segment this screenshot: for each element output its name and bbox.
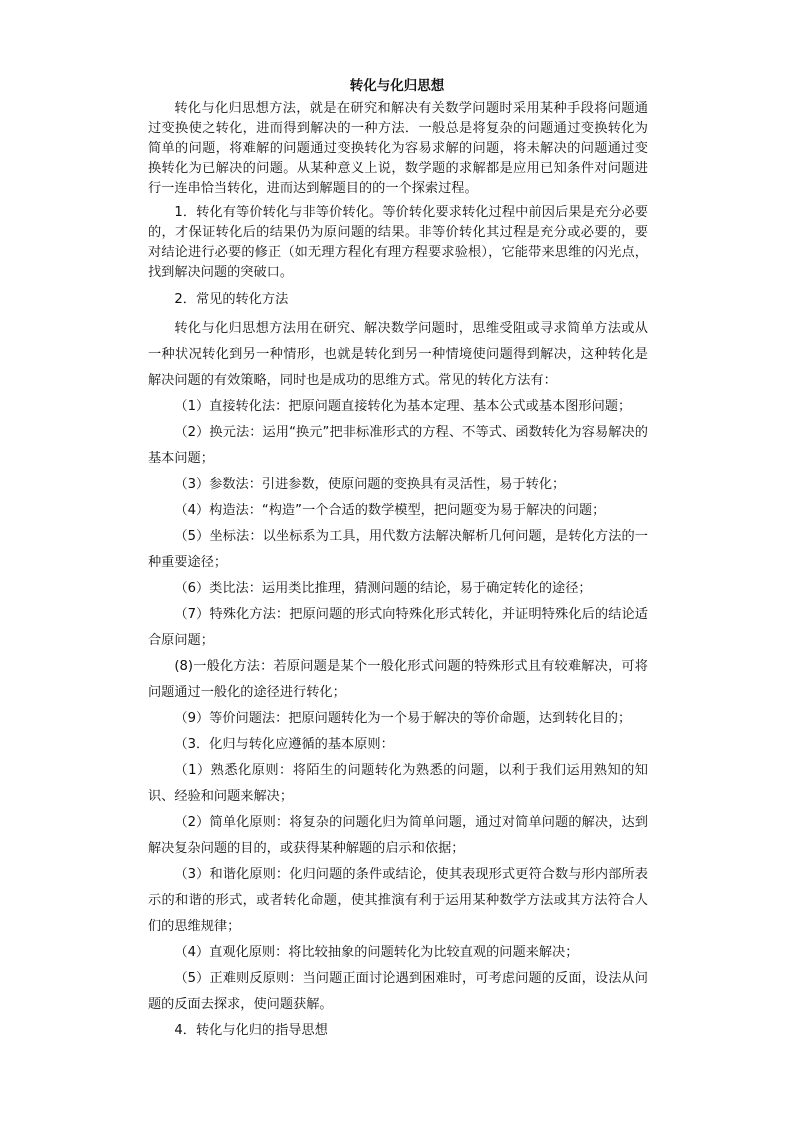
main-block bbox=[148, 287, 648, 1044]
principle-item: （2）简单化原则：将复杂的问题化归为简单问题，通过对简单问题的解决，达到解决复杂问题的目的，或获得某种解题的启示和依据； bbox=[148, 815, 648, 856]
intro-block bbox=[148, 99, 648, 199]
method-item: （6）类比法：运用类比推理，猜测问题的结论，易于确定转化的途径； bbox=[174, 581, 592, 596]
method-item: （2）换元法：运用“换元”把非标准形式的方程、不等式、函数转化为容易解决的基本问题； bbox=[148, 425, 648, 466]
method-item: （1）直接转化法：把原问题直接转化为基本定理、基本公式或基本图形问题； bbox=[174, 399, 632, 414]
principle-item: （5）正难则反原则：当问题正面讨论遇到困难时，可考虑问题的反面，设法从问题的反面去探求，使问题获解。 bbox=[148, 971, 648, 1012]
method-item: （4）构造法：“构造”一个合适的数学模型，把问题变为易于解决的问题； bbox=[174, 503, 606, 518]
document-title: 转化与化归思想 bbox=[349, 78, 445, 94]
section3-heading: （3．化归与转化应遵循的基本原则： bbox=[174, 737, 394, 752]
method-item: （5）坐标法：以坐标系为工具，用代数方法解决解析几何问题，是转化方法的一种重要途径； bbox=[148, 529, 648, 570]
method-item: （7）特殊化方法：把原问题的形式向特殊化形式转化，并证明特殊化后的结论适合原问题； bbox=[148, 607, 648, 648]
section2-heading: 2．常见的转化方法 bbox=[174, 292, 289, 307]
section1-block bbox=[148, 203, 648, 283]
principle-item: （3）和谐化原则：化归问题的条件或结论，使其表现形式更符合数与形内部所表示的和谐的形式，或者转化命题，使其推演有利于运用某种数学方法或其方法符合人们的思维规律； bbox=[148, 867, 648, 934]
principle-item: （1）熟悉化原则：将陌生的问题转化为熟悉的问题，以利于我们运用熟知的知识、经验和问题来解决； bbox=[148, 763, 648, 804]
section1-paragraph: 1．转化有等价转化与非等价转化。等价转化要求转化过程中前因后果是充分必要的，才保证转化后的结果仍为原问题的结果。非等价转化其过程是充分或必要的，要对结论进行必要的修正（如无理方程化有理方程要求验根），它能带来思维的闪光点，找到解决问题的突破口。 bbox=[148, 205, 648, 280]
intro-paragraph: 转化与化归思想方法，就是在研究和解决有关数学问题时采用某种手段将问题通过变换使之转化，进而得到解决的一种方法．一般总是将复杂的问题通过变换转化为简单的问题，将难解的问题通过变换转化为容易求解的问题，将未解决的问题通过变换转化为已解决的问题。从某种意义上说，数学题的求解都是应用已知条件对问题进行一连串恰当转化，进而达到解题目的的一个探索过程。 bbox=[148, 101, 648, 196]
principle-item: （4）直观化原则：将比较抽象的问题转化为比较直观的问题来解决； bbox=[174, 945, 579, 960]
section4-heading: 4．转化与化归的指导思想 bbox=[174, 1023, 328, 1038]
method-item: （9）等价问题法：把原问题转化为一个易于解决的等价命题，达到转化目的； bbox=[174, 711, 632, 726]
method-item: （3）参数法：引进参数，使原问题的变换具有灵活性，易于转化； bbox=[174, 477, 566, 492]
method-item: (8)一般化方法：若原问题是某个一般化形式问题的特殊形式且有较难解决，可将问题通过一般化的途径进行转化； bbox=[148, 659, 648, 700]
section2-intro: 转化与化归思想方法用在研究、解决数学问题时，思维受阻或寻求简单方法或从一种状况转化到另一种情形，也就是转化到另一种情境使问题得到解决，这种转化是解决问题的有效策略，同时也是成功的思维方式。常见的转化方法有： bbox=[148, 321, 648, 388]
